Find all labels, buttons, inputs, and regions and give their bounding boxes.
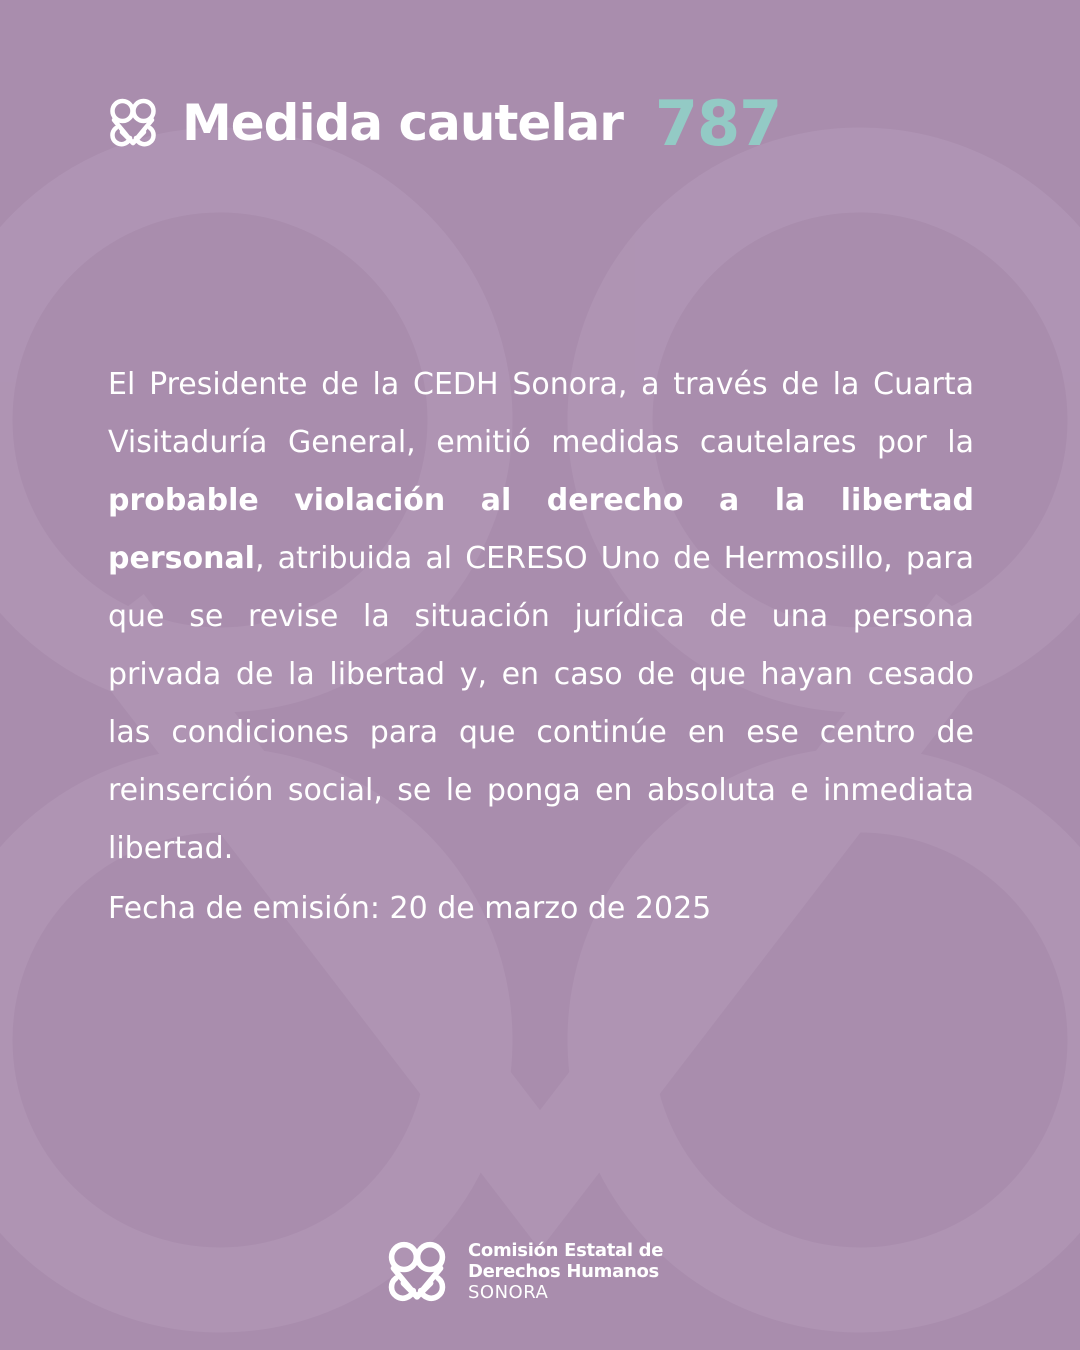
body-rest: , atribuida al CERESO Uno de Hermosillo, para que se revise la situación jurídica de una persona privada de la libertad y, en caso de que hayan cesado las condiciones para que continúe en ese centro de reinserción social, se le ponga en absoluta e inmediata libertad. <box>108 541 974 866</box>
footer-state: SONORA <box>468 1282 549 1303</box>
cedh-knot-icon <box>386 1241 448 1303</box>
cedh-knot-icon <box>108 98 158 148</box>
measure-number: 787 <box>654 86 782 160</box>
page-title: Medida cautelar <box>182 94 623 152</box>
footer-logo-block <box>386 1240 663 1303</box>
footer-text <box>468 1240 663 1303</box>
body-intro: El Presidente de la CEDH Sonora, a través de la Cuarta Visitaduría General, emitió medidas cautelares por la <box>108 367 974 460</box>
body-paragraph <box>108 356 974 878</box>
footer-org-line2: Derechos Humanos <box>468 1261 659 1282</box>
footer-org-line1: Comisión Estatal de <box>468 1240 664 1261</box>
issue-date: Fecha de emisión: 20 de marzo de 2025 <box>108 891 712 926</box>
body-bold-phrase: probable violación al derecho a la libertad personal <box>108 483 974 576</box>
header <box>108 88 781 158</box>
